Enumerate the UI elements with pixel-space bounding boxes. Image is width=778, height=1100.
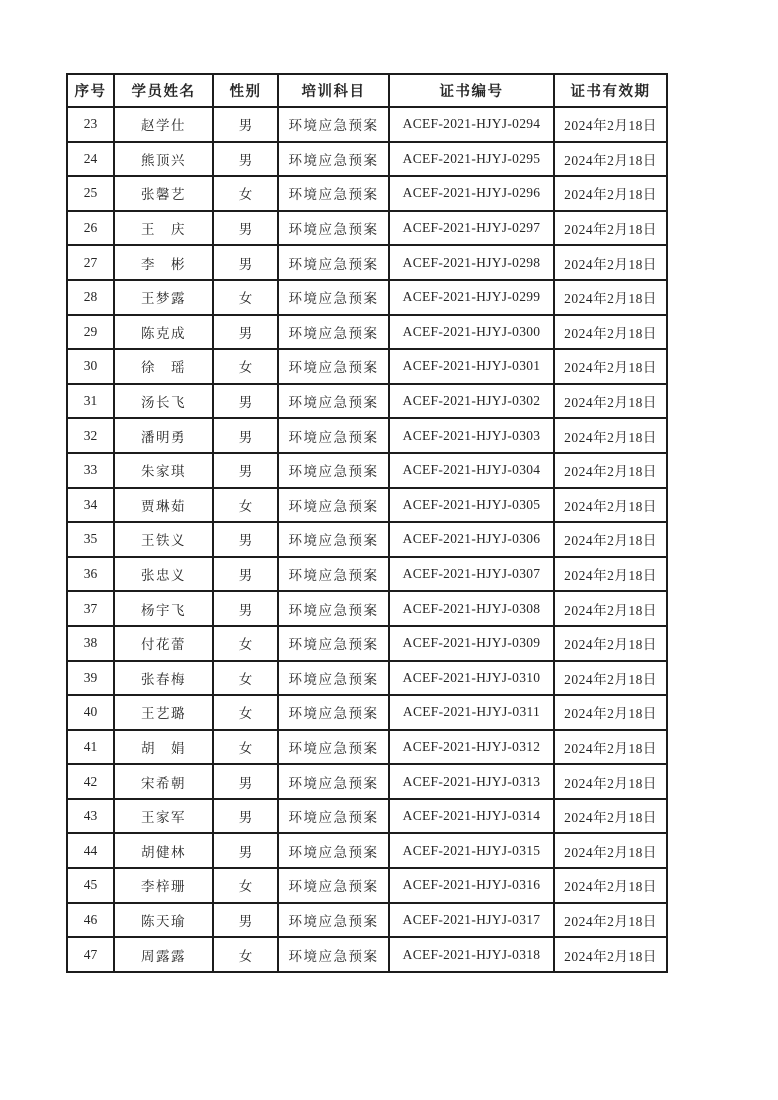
cell-index: 40 [67, 695, 114, 730]
table-row [67, 453, 667, 488]
cell-validity: 2024年2月18日 [554, 522, 667, 557]
cell-student-name: 付花蕾 [114, 626, 213, 661]
cell-student-name: 张忠义 [114, 557, 213, 592]
cell-certificate-number: ACEF-2021-HJYJ-0307 [389, 557, 554, 592]
cell-validity: 2024年2月18日 [554, 384, 667, 419]
table-row [67, 488, 667, 523]
cell-index: 28 [67, 280, 114, 315]
cell-gender: 男 [213, 833, 278, 868]
col-header-training-subject: 培训科目 [278, 74, 389, 107]
cell-gender: 女 [213, 730, 278, 765]
cell-gender: 女 [213, 349, 278, 384]
cell-student-name: 潘明勇 [114, 418, 213, 453]
cell-student-name: 宋希朝 [114, 764, 213, 799]
cell-validity: 2024年2月18日 [554, 833, 667, 868]
cell-index: 23 [67, 107, 114, 142]
cell-training-subject: 环境应急预案 [278, 176, 389, 211]
cell-training-subject: 环境应急预案 [278, 591, 389, 626]
cell-gender: 男 [213, 764, 278, 799]
cell-training-subject: 环境应急预案 [278, 695, 389, 730]
cell-gender: 男 [213, 453, 278, 488]
cell-certificate-number: ACEF-2021-HJYJ-0294 [389, 107, 554, 142]
cell-validity: 2024年2月18日 [554, 107, 667, 142]
cell-student-name: 王铁义 [114, 522, 213, 557]
table-row [67, 730, 667, 765]
cell-index: 27 [67, 245, 114, 280]
cell-certificate-number: ACEF-2021-HJYJ-0313 [389, 764, 554, 799]
cell-gender: 男 [213, 522, 278, 557]
cell-validity: 2024年2月18日 [554, 937, 667, 972]
cell-training-subject: 环境应急预案 [278, 488, 389, 523]
col-header-validity: 证书有效期 [554, 74, 667, 107]
cell-validity: 2024年2月18日 [554, 211, 667, 246]
cell-validity: 2024年2月18日 [554, 764, 667, 799]
cell-gender: 女 [213, 695, 278, 730]
cell-student-name: 朱家琪 [114, 453, 213, 488]
cell-training-subject: 环境应急预案 [278, 245, 389, 280]
cell-student-name: 杨宇飞 [114, 591, 213, 626]
cell-student-name: 胡 娟 [114, 730, 213, 765]
certificate-table [66, 73, 668, 973]
cell-training-subject: 环境应急预案 [278, 280, 389, 315]
cell-gender: 男 [213, 142, 278, 177]
cell-gender: 男 [213, 418, 278, 453]
cell-certificate-number: ACEF-2021-HJYJ-0298 [389, 245, 554, 280]
table-row [67, 245, 667, 280]
cell-validity: 2024年2月18日 [554, 280, 667, 315]
table-row [67, 418, 667, 453]
cell-gender: 男 [213, 591, 278, 626]
cell-training-subject: 环境应急预案 [278, 799, 389, 834]
cell-student-name: 陈克成 [114, 315, 213, 350]
cell-gender: 女 [213, 661, 278, 696]
col-header-certificate-number: 证书编号 [389, 74, 554, 107]
cell-index: 39 [67, 661, 114, 696]
cell-validity: 2024年2月18日 [554, 142, 667, 177]
cell-gender: 男 [213, 315, 278, 350]
table-row [67, 349, 667, 384]
cell-student-name: 徐 瑶 [114, 349, 213, 384]
col-header-gender: 性别 [213, 74, 278, 107]
cell-validity: 2024年2月18日 [554, 349, 667, 384]
cell-student-name: 贾琳茹 [114, 488, 213, 523]
cell-certificate-number: ACEF-2021-HJYJ-0309 [389, 626, 554, 661]
table-row [67, 833, 667, 868]
cell-validity: 2024年2月18日 [554, 903, 667, 938]
cell-validity: 2024年2月18日 [554, 868, 667, 903]
cell-certificate-number: ACEF-2021-HJYJ-0301 [389, 349, 554, 384]
cell-validity: 2024年2月18日 [554, 418, 667, 453]
table-row [67, 764, 667, 799]
cell-certificate-number: ACEF-2021-HJYJ-0308 [389, 591, 554, 626]
table-row [67, 868, 667, 903]
cell-gender: 女 [213, 937, 278, 972]
cell-student-name: 周露露 [114, 937, 213, 972]
cell-index: 44 [67, 833, 114, 868]
cell-validity: 2024年2月18日 [554, 176, 667, 211]
table-row [67, 903, 667, 938]
cell-certificate-number: ACEF-2021-HJYJ-0312 [389, 730, 554, 765]
cell-certificate-number: ACEF-2021-HJYJ-0299 [389, 280, 554, 315]
cell-index: 46 [67, 903, 114, 938]
table-row [67, 384, 667, 419]
cell-training-subject: 环境应急预案 [278, 453, 389, 488]
table-row [67, 522, 667, 557]
cell-validity: 2024年2月18日 [554, 730, 667, 765]
cell-student-name: 胡健林 [114, 833, 213, 868]
cell-training-subject: 环境应急预案 [278, 522, 389, 557]
table-row [67, 661, 667, 696]
cell-index: 42 [67, 764, 114, 799]
cell-gender: 女 [213, 626, 278, 661]
cell-index: 41 [67, 730, 114, 765]
col-header-student-name: 学员姓名 [114, 74, 213, 107]
cell-index: 31 [67, 384, 114, 419]
cell-training-subject: 环境应急预案 [278, 557, 389, 592]
cell-index: 35 [67, 522, 114, 557]
table-row [67, 557, 667, 592]
header-row [67, 74, 667, 107]
table-body [67, 107, 667, 972]
cell-certificate-number: ACEF-2021-HJYJ-0316 [389, 868, 554, 903]
table-row [67, 799, 667, 834]
cell-student-name: 王家军 [114, 799, 213, 834]
cell-index: 32 [67, 418, 114, 453]
cell-validity: 2024年2月18日 [554, 695, 667, 730]
cell-training-subject: 环境应急预案 [278, 730, 389, 765]
cell-index: 33 [67, 453, 114, 488]
cell-certificate-number: ACEF-2021-HJYJ-0304 [389, 453, 554, 488]
cell-certificate-number: ACEF-2021-HJYJ-0300 [389, 315, 554, 350]
table-row [67, 937, 667, 972]
cell-validity: 2024年2月18日 [554, 245, 667, 280]
cell-student-name: 张馨艺 [114, 176, 213, 211]
cell-student-name: 陈天瑜 [114, 903, 213, 938]
cell-index: 25 [67, 176, 114, 211]
cell-certificate-number: ACEF-2021-HJYJ-0317 [389, 903, 554, 938]
cell-index: 29 [67, 315, 114, 350]
cell-gender: 男 [213, 557, 278, 592]
cell-index: 24 [67, 142, 114, 177]
cell-validity: 2024年2月18日 [554, 488, 667, 523]
cell-certificate-number: ACEF-2021-HJYJ-0297 [389, 211, 554, 246]
cell-student-name: 张春梅 [114, 661, 213, 696]
cell-student-name: 李 彬 [114, 245, 213, 280]
cell-student-name: 王艺璐 [114, 695, 213, 730]
cell-training-subject: 环境应急预案 [278, 661, 389, 696]
cell-certificate-number: ACEF-2021-HJYJ-0296 [389, 176, 554, 211]
cell-index: 36 [67, 557, 114, 592]
cell-student-name: 汤长飞 [114, 384, 213, 419]
cell-certificate-number: ACEF-2021-HJYJ-0306 [389, 522, 554, 557]
cell-gender: 男 [213, 107, 278, 142]
cell-certificate-number: ACEF-2021-HJYJ-0314 [389, 799, 554, 834]
cell-validity: 2024年2月18日 [554, 626, 667, 661]
table-row [67, 176, 667, 211]
table-row [67, 591, 667, 626]
cell-training-subject: 环境应急预案 [278, 211, 389, 246]
cell-certificate-number: ACEF-2021-HJYJ-0302 [389, 384, 554, 419]
cell-gender: 男 [213, 903, 278, 938]
cell-validity: 2024年2月18日 [554, 661, 667, 696]
table-row [67, 142, 667, 177]
cell-index: 47 [67, 937, 114, 972]
cell-training-subject: 环境应急预案 [278, 833, 389, 868]
cell-validity: 2024年2月18日 [554, 591, 667, 626]
cell-training-subject: 环境应急预案 [278, 418, 389, 453]
cell-training-subject: 环境应急预案 [278, 107, 389, 142]
cell-index: 37 [67, 591, 114, 626]
cell-index: 34 [67, 488, 114, 523]
cell-certificate-number: ACEF-2021-HJYJ-0315 [389, 833, 554, 868]
cell-gender: 男 [213, 799, 278, 834]
cell-gender: 女 [213, 868, 278, 903]
table-row [67, 280, 667, 315]
cell-index: 30 [67, 349, 114, 384]
cell-training-subject: 环境应急预案 [278, 626, 389, 661]
cell-gender: 男 [213, 245, 278, 280]
cell-gender: 女 [213, 176, 278, 211]
cell-certificate-number: ACEF-2021-HJYJ-0318 [389, 937, 554, 972]
cell-training-subject: 环境应急预案 [278, 384, 389, 419]
cell-certificate-number: ACEF-2021-HJYJ-0303 [389, 418, 554, 453]
cell-training-subject: 环境应急预案 [278, 142, 389, 177]
cell-gender: 女 [213, 280, 278, 315]
cell-index: 38 [67, 626, 114, 661]
cell-training-subject: 环境应急预案 [278, 349, 389, 384]
table-row [67, 695, 667, 730]
cell-index: 43 [67, 799, 114, 834]
cell-training-subject: 环境应急预案 [278, 868, 389, 903]
cell-student-name: 李梓珊 [114, 868, 213, 903]
cell-student-name: 赵学仕 [114, 107, 213, 142]
col-header-index: 序号 [67, 74, 114, 107]
table-row [67, 107, 667, 142]
cell-training-subject: 环境应急预案 [278, 937, 389, 972]
cell-validity: 2024年2月18日 [554, 799, 667, 834]
cell-student-name: 熊顶兴 [114, 142, 213, 177]
cell-certificate-number: ACEF-2021-HJYJ-0295 [389, 142, 554, 177]
cell-gender: 男 [213, 211, 278, 246]
cell-training-subject: 环境应急预案 [278, 315, 389, 350]
table-row [67, 315, 667, 350]
cell-certificate-number: ACEF-2021-HJYJ-0305 [389, 488, 554, 523]
cell-index: 45 [67, 868, 114, 903]
table-row [67, 626, 667, 661]
cell-training-subject: 环境应急预案 [278, 764, 389, 799]
cell-student-name: 王 庆 [114, 211, 213, 246]
cell-gender: 男 [213, 384, 278, 419]
cell-gender: 女 [213, 488, 278, 523]
cell-certificate-number: ACEF-2021-HJYJ-0310 [389, 661, 554, 696]
cell-validity: 2024年2月18日 [554, 315, 667, 350]
table-row [67, 211, 667, 246]
cell-index: 26 [67, 211, 114, 246]
cell-certificate-number: ACEF-2021-HJYJ-0311 [389, 695, 554, 730]
cell-validity: 2024年2月18日 [554, 557, 667, 592]
cell-training-subject: 环境应急预案 [278, 903, 389, 938]
cell-validity: 2024年2月18日 [554, 453, 667, 488]
cell-student-name: 王梦露 [114, 280, 213, 315]
